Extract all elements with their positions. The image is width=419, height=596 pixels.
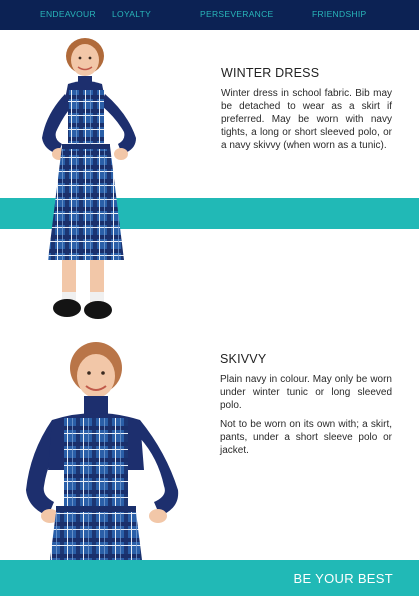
footer-band	[0, 560, 419, 596]
skivvy-description-2: Not to be worn on its own with; a skirt, pants, under a short sleeve polo or jacket.	[220, 419, 392, 456]
skivvy-section	[220, 352, 392, 463]
winter-dress-section	[221, 66, 392, 158]
value-endeavour: ENDEAVOUR	[40, 9, 96, 19]
skivvy-photo	[22, 340, 188, 560]
school-motto: BE YOUR BEST	[293, 571, 393, 586]
winter-dress-description: Winter dress in school fabric. Bib may be detached to wear as a skirt if preferred. May be worn with navy tights, a long or short sleeved polo, or a navy skivvy (when worn as a tunic).	[221, 88, 392, 151]
value-friendship: FRIENDSHIP	[312, 9, 367, 19]
value-perseverance: PERSEVERANCE	[200, 9, 274, 19]
school-values-bar	[0, 0, 419, 30]
skivvy-description-1: Plain navy in colour. May only be worn under winter tunic or long sleeved polo.	[220, 374, 392, 411]
winter-dress-photo	[32, 34, 156, 330]
skivvy-title: SKIVVY	[220, 352, 267, 366]
winter-dress-title: WINTER DRESS	[221, 66, 320, 80]
value-loyalty: LOYALTY	[112, 9, 152, 19]
